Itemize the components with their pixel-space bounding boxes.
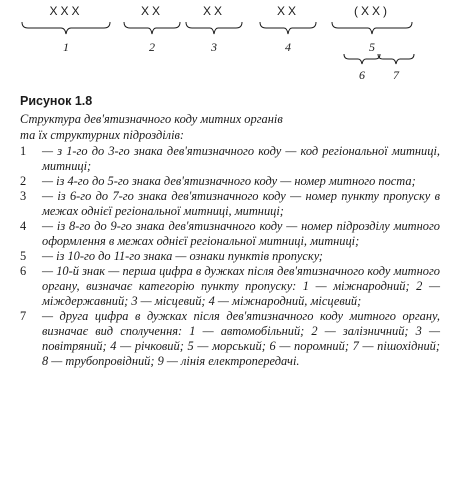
- subgroup-number-7: 7: [393, 68, 399, 82]
- figure-label: Рисунок 1.8: [20, 94, 93, 108]
- brace-7: [378, 54, 414, 64]
- legend-text: — із 6-го до 7-го знака дев'ятизначного коду — номер пункту пропуску в межах однієї регіональної митниці, митниці;: [42, 189, 440, 218]
- group-number-4: 4: [285, 40, 291, 54]
- legend-marker: 3: [20, 189, 27, 203]
- group-number-3: 3: [211, 40, 217, 54]
- legend-list: [20, 144, 440, 369]
- legend-marker: 2: [20, 174, 27, 188]
- subgroup-number-6: 6: [359, 68, 365, 82]
- legend-item-3: [20, 189, 440, 219]
- brace-3: [186, 22, 242, 34]
- figure-description: [20, 94, 440, 369]
- legend-marker: 4: [20, 219, 27, 233]
- legend-marker: 1: [20, 144, 27, 158]
- legend-text: — з 1-го до 3-го знака дев'ятизначного коду — код регіональної митниці, митниці;: [42, 144, 440, 173]
- brace-5: [332, 22, 412, 34]
- legend-marker: 5: [20, 249, 27, 263]
- code-structure-diagram: [0, 0, 450, 92]
- brace-2: [124, 22, 180, 34]
- brace-6: [344, 54, 380, 64]
- legend-item-7: [20, 309, 440, 369]
- code-group-3: XX: [202, 4, 225, 18]
- brace-1: [22, 22, 110, 34]
- code-group-2: XX: [140, 4, 163, 18]
- legend-item-6: [20, 264, 440, 309]
- legend-text: — із 8-го до 9-го знака дев'ятизначного коду — номер підрозділу митного оформлення в межах однієї регіональної митниці, митниці;: [42, 219, 440, 248]
- legend-marker: 7: [20, 309, 27, 323]
- brace-4: [260, 22, 316, 34]
- legend-item-4: [20, 219, 440, 249]
- legend-text: — із 4-го до 5-го знака дев'ятизначного коду — номер митного поста;: [42, 174, 416, 188]
- legend-text: — 10-й знак — перша цифра в дужках після дев'ятизначного коду митного органу, визначає категорію пункту пропуску: 1 — міжнародний; 2 — міждержавний; 3 — місцевий; 4 — міжнародний, місцевий;: [42, 264, 440, 308]
- legend-text: — із 10-го до 11-го знака — ознаки пунктів пропуску;: [42, 249, 323, 263]
- code-group-1: XXX: [49, 4, 83, 18]
- code-group-5: (XX): [354, 4, 390, 18]
- group-number-1: 1: [63, 40, 69, 54]
- legend-marker: 6: [20, 264, 27, 278]
- group-number-2: 2: [149, 40, 155, 54]
- group-number-5: 5: [369, 40, 375, 54]
- legend-text: — друга цифра в дужках після дев'ятизначного коду митного органу, визначає вид сполучення: 1 — автомобільний; 2 — залізничний; 3 — повітряний; 4 — річковий; 5 — морський; 6 — поромний; 7 — пішохідний; 8 — трубопровідний; 9 — лінія електропередачі.: [42, 309, 440, 368]
- legend-item-2: [20, 174, 440, 189]
- figure-caption-line-1: Структура дев'ятизначного коду митних органів: [20, 112, 283, 126]
- code-group-4: XX: [276, 4, 299, 18]
- legend-item-1: [20, 144, 440, 174]
- legend-item-5: [20, 249, 440, 264]
- figure-caption-line-2: та їх структурних підрозділів:: [20, 128, 185, 142]
